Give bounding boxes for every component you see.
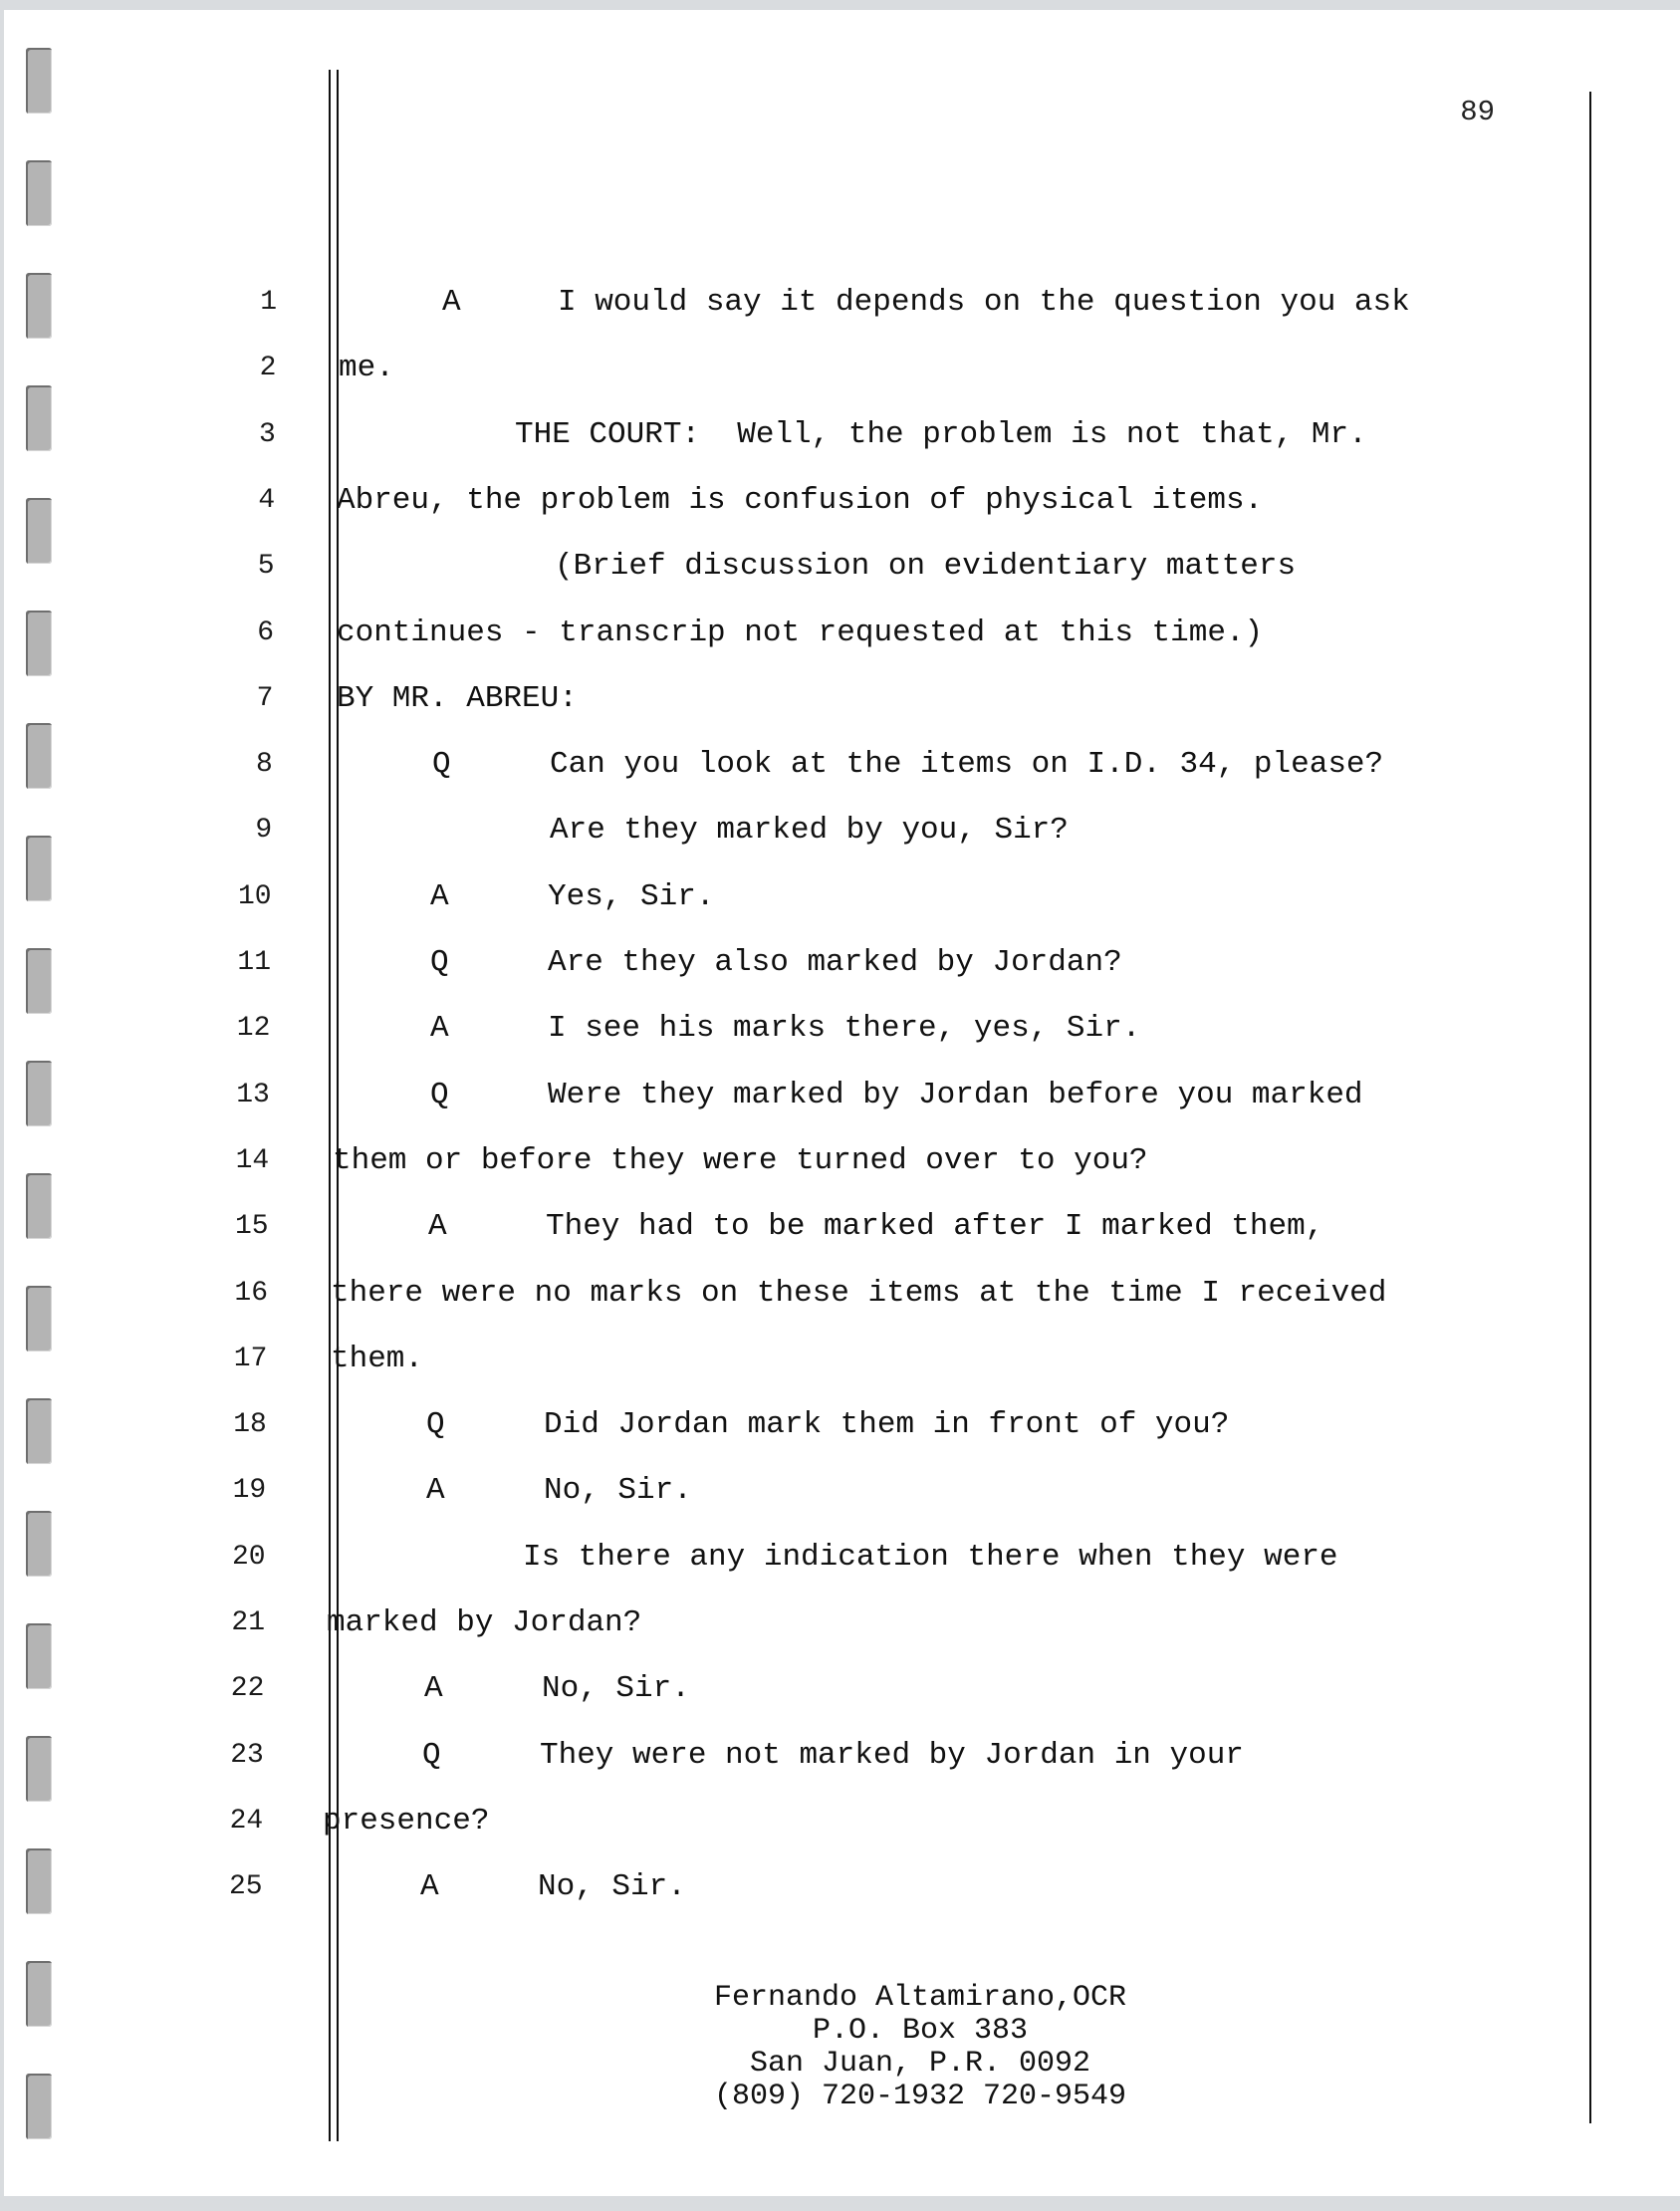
transcript-line: Abreu, the problem is confusion of physical items. [337, 482, 1264, 518]
line-number: 5 [257, 551, 275, 583]
binder-hole [26, 1398, 52, 1464]
line-number: 19 [232, 1475, 267, 1507]
transcript-line: They had to be marked after I marked them, [546, 1209, 1324, 1245]
binder-hole [26, 1848, 52, 1914]
transcript-line: (Brief discussion on evidentiary matters [555, 549, 1297, 585]
line-number: 7 [256, 682, 274, 714]
line-number: 15 [234, 1211, 269, 1243]
binder-hole [26, 1286, 52, 1351]
line-number: 8 [255, 749, 273, 781]
transcript-line: continues - transcrip not requested at this time.) [337, 614, 1264, 650]
binder-hole [26, 1061, 52, 1126]
transcript-line: No, Sir. [542, 1671, 690, 1707]
right-margin-rule [1589, 92, 1591, 2123]
binder-hole [26, 160, 52, 226]
transcript-line: I would say it depends on the question you ask [558, 285, 1410, 320]
binder-hole [26, 1173, 52, 1239]
speaker-label: Q [426, 1407, 445, 1443]
speaker-label: A [424, 1671, 443, 1707]
transcript-line: Yes, Sir. [548, 878, 715, 914]
transcript-line: They were not marked by Jordan in your [540, 1737, 1244, 1773]
reporter-footer [621, 1982, 1219, 2113]
binder-hole [26, 48, 52, 114]
transcript-line: Are they marked by you, Sir? [550, 813, 1069, 849]
transcript-line: BY MR. ABREU: [337, 680, 578, 716]
transcript-line: Did Jordan mark them in front of you? [544, 1407, 1230, 1443]
binder-hole [26, 273, 52, 339]
binder-hole [26, 2074, 52, 2139]
speaker-label: Q [432, 747, 451, 783]
transcript-line: presence? [323, 1803, 490, 1839]
binder-hole [26, 1511, 52, 1577]
binder-hole [26, 948, 52, 1014]
transcript-line: marked by Jordan? [327, 1605, 642, 1640]
line-number: 23 [230, 1739, 264, 1771]
transcript-line: me. [339, 351, 394, 386]
line-number: 17 [233, 1343, 268, 1374]
speaker-label: A [430, 1011, 449, 1047]
line-number: 25 [228, 1871, 263, 1903]
line-number: 20 [231, 1541, 266, 1573]
line-number: 9 [255, 815, 273, 847]
page-number: 89 [1460, 96, 1495, 128]
transcript-line: Were they marked by Jordan before you marked [548, 1077, 1363, 1112]
line-number: 10 [237, 880, 272, 912]
transcript-line: Can you look at the items on I.D. 34, please? [550, 747, 1384, 783]
transcript-line: them. [331, 1341, 424, 1376]
binder-holes [26, 48, 56, 2179]
reporter-address-line-2: San Juan, P.R. 0092 [749, 2047, 1091, 2081]
binder-hole [26, 723, 52, 789]
line-number: 24 [229, 1805, 264, 1837]
speaker-label: A [428, 1209, 447, 1245]
line-number: 22 [230, 1673, 265, 1705]
binder-hole [26, 1736, 52, 1802]
reporter-name: Fernando Altamirano,OCR [713, 1981, 1127, 2015]
transcript-line: No, Sir. [538, 1869, 686, 1905]
reporter-phone-numbers: (809) 720-1932 720-9549 [713, 2080, 1127, 2113]
transcript-line: them or before they were turned over to you? [333, 1142, 1148, 1178]
transcript-line: I see his marks there, yes, Sir. [548, 1011, 1141, 1047]
speaker-label: A [442, 285, 461, 320]
speaker-label: Q [430, 1077, 449, 1112]
line-number: 2 [259, 353, 277, 384]
line-number: 16 [234, 1277, 268, 1309]
line-number: 21 [231, 1607, 265, 1638]
speaker-label: A [420, 1869, 439, 1905]
binder-hole [26, 1623, 52, 1689]
reporter-address-line-1: P.O. Box 383 [812, 2014, 1029, 2048]
line-number: 3 [258, 418, 276, 450]
transcript-line: Is there any indication there when they were [523, 1539, 1338, 1575]
speaker-label: A [426, 1473, 445, 1509]
speaker-label: Q [422, 1737, 441, 1773]
transcript-page [4, 10, 1680, 2196]
binder-hole [26, 385, 52, 451]
line-number: 13 [236, 1079, 270, 1110]
binder-hole [26, 1961, 52, 2027]
line-number: 6 [257, 616, 274, 648]
transcript-line: there were no marks on these items at the time I received [331, 1275, 1387, 1311]
binder-hole [26, 611, 52, 676]
line-number: 14 [235, 1144, 270, 1176]
transcript-line: THE COURT: Well, the problem is not that, Mr. [515, 416, 1367, 452]
transcript-line: No, Sir. [544, 1473, 692, 1509]
speaker-label: Q [430, 945, 449, 980]
speaker-label: A [430, 878, 449, 914]
binder-hole [26, 498, 52, 564]
binder-hole [26, 836, 52, 901]
line-number: 12 [236, 1013, 271, 1045]
line-number: 18 [233, 1409, 267, 1441]
transcript-line: Are they also marked by Jordan? [548, 945, 1122, 980]
line-number: 11 [237, 947, 271, 978]
line-number: 4 [258, 484, 276, 516]
line-number: 1 [260, 287, 277, 318]
